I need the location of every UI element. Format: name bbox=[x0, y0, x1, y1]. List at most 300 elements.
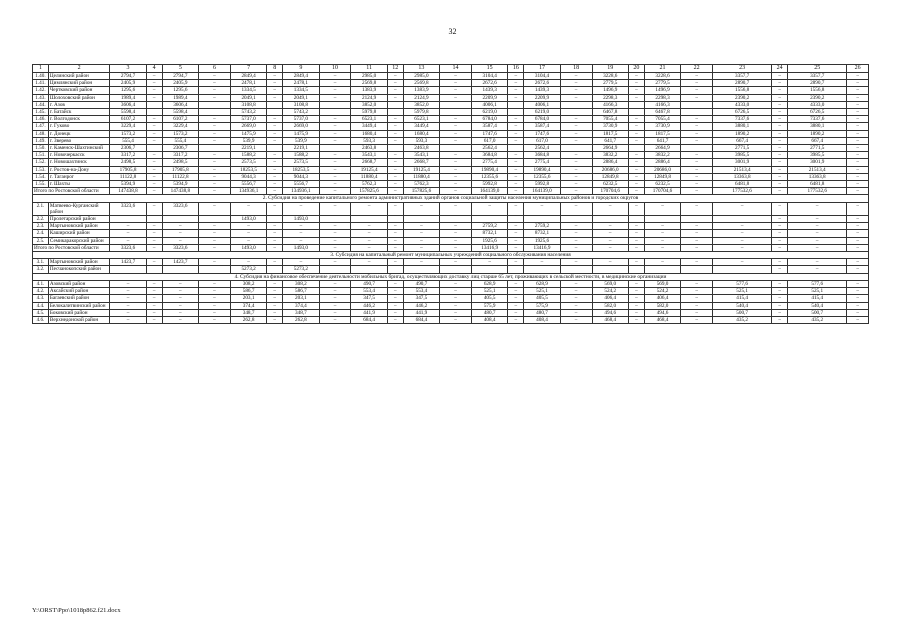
value-cell: – bbox=[387, 202, 403, 215]
territory-name: г. Батайск bbox=[48, 109, 109, 116]
value-cell: – bbox=[319, 309, 351, 316]
total-cell: 13416,9 bbox=[471, 244, 507, 251]
value-cell: – bbox=[772, 94, 788, 101]
value-cell: 2569,8 bbox=[403, 80, 439, 87]
value-cell: 2298,3 bbox=[644, 94, 680, 101]
value-cell: – bbox=[319, 116, 351, 123]
value-cell: – bbox=[267, 123, 283, 130]
total-cell: 164139,0 bbox=[524, 188, 560, 195]
row-number: 4.1. bbox=[33, 280, 49, 287]
value-cell: 408,4 bbox=[524, 316, 560, 323]
total-cell: – bbox=[440, 244, 472, 251]
table-row bbox=[33, 280, 869, 287]
table-row bbox=[33, 116, 869, 123]
value-cell: – bbox=[560, 302, 592, 309]
value-cell: 308,2 bbox=[283, 280, 319, 287]
column-number: 14 bbox=[440, 65, 472, 73]
value-cell: 490,7 bbox=[403, 280, 439, 287]
value-cell: 2849,4 bbox=[283, 73, 319, 80]
value-cell: – bbox=[681, 302, 713, 309]
value-cell: – bbox=[508, 123, 524, 130]
value-cell: – bbox=[146, 123, 162, 130]
value-cell: – bbox=[628, 316, 644, 323]
value-cell: – bbox=[146, 230, 162, 237]
value-cell: 490,7 bbox=[351, 280, 387, 287]
value-cell: – bbox=[110, 309, 146, 316]
value-cell: – bbox=[560, 259, 592, 266]
value-cell: – bbox=[110, 280, 146, 287]
value-cell: 3228,6 bbox=[592, 73, 628, 80]
value-cell: – bbox=[440, 223, 472, 230]
value-cell bbox=[267, 101, 283, 108]
table-row bbox=[33, 109, 869, 116]
total-cell: 134936,1 bbox=[230, 188, 266, 195]
column-number: 15 bbox=[471, 65, 507, 73]
value-cell: 2668,7 bbox=[351, 159, 387, 166]
total-cell: – bbox=[847, 244, 869, 251]
value-cell: 555,4 bbox=[110, 137, 146, 144]
value-cell: – bbox=[403, 237, 439, 244]
value-cell bbox=[471, 266, 507, 273]
value-cell: 2219,1 bbox=[230, 145, 266, 152]
value-cell: – bbox=[628, 130, 644, 137]
value-cell: – bbox=[847, 123, 869, 130]
value-cell: 3228,6 bbox=[644, 73, 680, 80]
value-cell: 6232,5 bbox=[644, 181, 680, 188]
value-cell: – bbox=[440, 173, 472, 180]
value-cell: – bbox=[440, 280, 472, 287]
value-cell: – bbox=[283, 237, 319, 244]
value-cell: 5992,8 bbox=[524, 181, 560, 188]
value-cell: – bbox=[267, 302, 283, 309]
territory-name: г. Донецк bbox=[48, 130, 109, 137]
value-cell: 2771,5 bbox=[788, 145, 847, 152]
value-cell: – bbox=[592, 230, 628, 237]
value-cell bbox=[628, 216, 644, 223]
total-cell: – bbox=[644, 244, 680, 251]
value-cell: – bbox=[199, 166, 231, 173]
value-cell: – bbox=[628, 159, 644, 166]
value-cell: 1573,2 bbox=[162, 130, 198, 137]
value-cell: 12849,8 bbox=[592, 173, 628, 180]
value-cell: 2306,7 bbox=[162, 145, 198, 152]
value-cell: 3606,4 bbox=[110, 101, 146, 108]
value-cell: 4166,3 bbox=[644, 101, 680, 108]
value-cell: 2668,7 bbox=[403, 159, 439, 166]
value-cell: 6107,2 bbox=[110, 116, 146, 123]
value-cell: 1817,5 bbox=[644, 130, 680, 137]
row-number: 1.44. bbox=[33, 101, 49, 108]
value-cell: 2779,5 bbox=[592, 80, 628, 87]
value-cell: 203,1 bbox=[283, 295, 319, 302]
value-cell: 1439,3 bbox=[471, 87, 507, 94]
value-cell: – bbox=[681, 237, 713, 244]
value-cell bbox=[267, 109, 283, 116]
total-cell: 3323,6 bbox=[162, 244, 198, 251]
territory-name: Багаевский район bbox=[48, 295, 109, 302]
value-cell bbox=[592, 216, 628, 223]
value-cell: – bbox=[847, 288, 869, 295]
territory-name: г. Азов bbox=[48, 101, 109, 108]
value-cell: 5979,8 bbox=[403, 109, 439, 116]
value-cell: 641,7 bbox=[592, 137, 628, 144]
value-cell: – bbox=[628, 80, 644, 87]
value-cell bbox=[387, 216, 403, 223]
value-cell: – bbox=[440, 152, 472, 159]
value-cell: – bbox=[387, 130, 403, 137]
value-cell: 3229,4 bbox=[162, 123, 198, 130]
value-cell: 1496,9 bbox=[644, 87, 680, 94]
value-cell: – bbox=[508, 166, 524, 173]
table-row bbox=[33, 259, 869, 266]
value-cell: 1680,4 bbox=[351, 130, 387, 137]
territory-name: Белокалитвинский район bbox=[48, 302, 109, 309]
value-cell: 2669,0 bbox=[283, 123, 319, 130]
value-cell: – bbox=[772, 123, 788, 130]
territory-name: г. Новошахтинск bbox=[48, 159, 109, 166]
value-cell: – bbox=[508, 80, 524, 87]
value-cell: – bbox=[199, 316, 231, 323]
value-cell: – bbox=[681, 295, 713, 302]
value-cell bbox=[560, 216, 592, 223]
table-row bbox=[33, 230, 869, 237]
value-cell bbox=[713, 266, 772, 273]
value-cell: – bbox=[847, 80, 869, 87]
value-cell bbox=[319, 216, 351, 223]
value-cell: 3104,4 bbox=[471, 73, 507, 80]
value-cell: 5762,3 bbox=[351, 181, 387, 188]
value-cell: 21513,4 bbox=[788, 166, 847, 173]
value-cell: – bbox=[681, 166, 713, 173]
row-number: 4.5. bbox=[33, 309, 49, 316]
value-cell bbox=[387, 145, 403, 152]
value-cell: – bbox=[628, 302, 644, 309]
value-cell: 3108,8 bbox=[230, 101, 266, 108]
value-cell: – bbox=[772, 202, 788, 215]
value-cell: – bbox=[560, 181, 592, 188]
column-number: 3 bbox=[110, 65, 146, 73]
value-cell: – bbox=[267, 280, 283, 287]
table-row bbox=[33, 173, 869, 180]
value-cell: – bbox=[199, 237, 231, 244]
value-cell bbox=[628, 109, 644, 116]
value-cell: 5979,8 bbox=[351, 109, 387, 116]
value-cell: – bbox=[162, 280, 198, 287]
value-cell: – bbox=[681, 80, 713, 87]
value-cell: 2759,2 bbox=[471, 223, 507, 230]
value-cell bbox=[110, 266, 146, 273]
value-cell: 3852,0 bbox=[351, 101, 387, 108]
column-number: 23 bbox=[713, 65, 772, 73]
value-cell: – bbox=[847, 87, 869, 94]
value-cell: – bbox=[319, 152, 351, 159]
value-cell: 3832,2 bbox=[644, 152, 680, 159]
value-cell: – bbox=[628, 223, 644, 230]
value-cell: – bbox=[387, 295, 403, 302]
value-cell: – bbox=[440, 202, 472, 215]
value-cell: – bbox=[387, 237, 403, 244]
value-cell: – bbox=[199, 309, 231, 316]
value-cell bbox=[440, 101, 472, 108]
total-cell: – bbox=[628, 244, 644, 251]
value-cell: – bbox=[713, 202, 772, 215]
value-cell: – bbox=[681, 137, 713, 144]
value-cell: 6481,8 bbox=[788, 181, 847, 188]
column-number: 22 bbox=[681, 65, 713, 73]
column-number: 6 bbox=[199, 65, 231, 73]
value-cell: 575,9 bbox=[524, 302, 560, 309]
value-cell: 2478,1 bbox=[283, 80, 319, 87]
row-number: 2.3. bbox=[33, 223, 49, 230]
total-cell: 177532,6 bbox=[713, 188, 772, 195]
value-cell: 6784,0 bbox=[524, 116, 560, 123]
value-cell: 553,4 bbox=[403, 288, 439, 295]
total-cell: 157825,6 bbox=[403, 188, 439, 195]
value-cell: – bbox=[681, 87, 713, 94]
value-cell: 1556,8 bbox=[788, 87, 847, 94]
value-cell: 3606,4 bbox=[162, 101, 198, 108]
value-cell: – bbox=[847, 159, 869, 166]
value-cell: – bbox=[524, 202, 560, 215]
value-cell: 2405,9 bbox=[162, 80, 198, 87]
value-cell: 2562,4 bbox=[471, 145, 507, 152]
value-cell: – bbox=[788, 216, 847, 223]
total-cell: – bbox=[508, 188, 524, 195]
total-cell: – bbox=[387, 244, 403, 251]
value-cell: 2794,7 bbox=[110, 73, 146, 80]
value-cell bbox=[644, 216, 680, 223]
value-cell: – bbox=[560, 166, 592, 173]
value-cell: 3357,7 bbox=[788, 73, 847, 80]
value-cell: – bbox=[847, 309, 869, 316]
value-cell: – bbox=[847, 259, 869, 266]
value-cell: – bbox=[387, 137, 403, 144]
total-cell: – bbox=[681, 244, 713, 251]
value-cell: 569,0 bbox=[644, 280, 680, 287]
value-cell: 5598,4 bbox=[162, 109, 198, 116]
total-cell: – bbox=[319, 188, 351, 195]
value-cell: 1383,9 bbox=[403, 87, 439, 94]
value-cell: – bbox=[440, 309, 472, 316]
value-cell: – bbox=[199, 223, 231, 230]
territory-name: Песчанокопский район bbox=[48, 266, 109, 273]
value-cell: – bbox=[440, 73, 472, 80]
total-row bbox=[33, 188, 869, 195]
value-cell: – bbox=[199, 202, 231, 215]
total-cell: – bbox=[199, 244, 231, 251]
value-cell: 2463,8 bbox=[403, 145, 439, 152]
value-cell: – bbox=[772, 87, 788, 94]
value-cell: – bbox=[146, 94, 162, 101]
value-cell: 1423,7 bbox=[110, 259, 146, 266]
total-cell: 134936,1 bbox=[283, 188, 319, 195]
value-cell: – bbox=[199, 94, 231, 101]
value-cell: 3449,4 bbox=[351, 123, 387, 130]
value-cell: 1989,4 bbox=[162, 94, 198, 101]
value-cell: 6107,2 bbox=[162, 116, 198, 123]
table-row bbox=[33, 288, 869, 295]
value-cell: – bbox=[162, 223, 198, 230]
value-cell bbox=[267, 266, 283, 273]
value-cell bbox=[351, 216, 387, 223]
value-cell: – bbox=[110, 237, 146, 244]
value-cell: – bbox=[267, 173, 283, 180]
value-cell bbox=[471, 216, 507, 223]
value-cell: – bbox=[440, 130, 472, 137]
value-cell: – bbox=[146, 116, 162, 123]
value-cell: – bbox=[319, 259, 351, 266]
value-cell: – bbox=[772, 130, 788, 137]
value-cell: – bbox=[508, 280, 524, 287]
value-cell: – bbox=[146, 223, 162, 230]
value-cell: 5737,0 bbox=[283, 116, 319, 123]
value-cell: 18253,5 bbox=[230, 166, 266, 173]
value-cell: 2985,0 bbox=[351, 73, 387, 80]
total-cell: – bbox=[267, 244, 283, 251]
value-cell: 6232,5 bbox=[592, 181, 628, 188]
value-cell: – bbox=[681, 309, 713, 316]
value-cell: – bbox=[847, 173, 869, 180]
value-cell: 374,4 bbox=[283, 302, 319, 309]
value-cell: – bbox=[508, 237, 524, 244]
value-cell: 2573,5 bbox=[230, 159, 266, 166]
value-cell: – bbox=[267, 309, 283, 316]
value-cell: 406,4 bbox=[644, 295, 680, 302]
value-cell: – bbox=[560, 173, 592, 180]
value-cell: – bbox=[110, 295, 146, 302]
value-cell: – bbox=[283, 202, 319, 215]
value-cell: – bbox=[508, 94, 524, 101]
value-cell: – bbox=[560, 288, 592, 295]
value-cell: – bbox=[560, 295, 592, 302]
value-cell: 540,4 bbox=[713, 302, 772, 309]
value-cell: 21513,4 bbox=[713, 166, 772, 173]
value-cell: 1556,8 bbox=[713, 87, 772, 94]
value-cell: 19125,4 bbox=[403, 166, 439, 173]
value-cell: 262,8 bbox=[230, 316, 266, 323]
total-cell: – bbox=[681, 188, 713, 195]
value-cell: 1573,2 bbox=[110, 130, 146, 137]
value-cell: – bbox=[628, 173, 644, 180]
value-cell: 582,0 bbox=[644, 302, 680, 309]
value-cell: – bbox=[403, 230, 439, 237]
value-cell: 1493,0 bbox=[230, 216, 266, 223]
value-cell: – bbox=[387, 152, 403, 159]
value-cell: 13363,8 bbox=[713, 173, 772, 180]
row-number: 1.53. bbox=[33, 166, 49, 173]
value-cell: 18253,5 bbox=[283, 166, 319, 173]
value-cell: – bbox=[162, 295, 198, 302]
total-cell: – bbox=[146, 188, 162, 195]
value-cell: – bbox=[319, 73, 351, 80]
total-cell: – bbox=[199, 188, 231, 195]
territory-name: г. Гуково bbox=[48, 123, 109, 130]
value-cell: – bbox=[199, 123, 231, 130]
value-cell bbox=[508, 101, 524, 108]
value-cell: 641,7 bbox=[644, 137, 680, 144]
territory-name: г. Таганрог bbox=[48, 173, 109, 180]
value-cell: 405,5 bbox=[524, 295, 560, 302]
value-cell: 406,4 bbox=[592, 295, 628, 302]
total-cell: – bbox=[592, 244, 628, 251]
value-cell: 19890,4 bbox=[524, 166, 560, 173]
value-cell: 617,0 bbox=[524, 137, 560, 144]
value-cell: – bbox=[319, 295, 351, 302]
value-cell: 468,4 bbox=[592, 316, 628, 323]
value-cell: – bbox=[146, 152, 162, 159]
column-number: 16 bbox=[508, 65, 524, 73]
value-cell: – bbox=[681, 159, 713, 166]
column-number: 9 bbox=[283, 65, 319, 73]
value-cell bbox=[681, 109, 713, 116]
value-cell: – bbox=[319, 223, 351, 230]
value-cell: 3449,4 bbox=[403, 123, 439, 130]
value-cell bbox=[199, 216, 231, 223]
value-cell: 2049,1 bbox=[283, 94, 319, 101]
value-cell: – bbox=[319, 302, 351, 309]
value-cell: – bbox=[508, 309, 524, 316]
value-cell: 2775,4 bbox=[524, 159, 560, 166]
value-cell: 374,4 bbox=[230, 302, 266, 309]
value-cell: 6481,8 bbox=[713, 181, 772, 188]
value-cell: 1817,5 bbox=[592, 130, 628, 137]
value-cell: – bbox=[772, 309, 788, 316]
value-cell: 3832,2 bbox=[592, 152, 628, 159]
value-cell: – bbox=[440, 316, 472, 323]
section-heading: 4. Субсидия на финансовое обеспечение деятельности мобильных бригад, осуществляющих доставку лиц старше 65 лет, проживающих в сельской местности, в медицинские организации bbox=[33, 273, 869, 280]
value-cell: – bbox=[847, 302, 869, 309]
territory-name: Мартыновский район bbox=[48, 259, 109, 266]
value-cell: 2298,3 bbox=[592, 94, 628, 101]
value-cell: – bbox=[267, 223, 283, 230]
value-cell bbox=[560, 145, 592, 152]
section-heading-row bbox=[33, 195, 869, 202]
territory-name: Боковский район bbox=[48, 309, 109, 316]
value-cell: – bbox=[847, 101, 869, 108]
value-cell: – bbox=[847, 94, 869, 101]
value-cell: 6523,1 bbox=[351, 116, 387, 123]
value-cell: – bbox=[440, 237, 472, 244]
row-number: 4.2. bbox=[33, 288, 49, 295]
value-cell: – bbox=[508, 173, 524, 180]
value-cell bbox=[110, 216, 146, 223]
value-cell: – bbox=[847, 316, 869, 323]
value-cell: – bbox=[319, 316, 351, 323]
value-cell: 4333,0 bbox=[788, 101, 847, 108]
value-cell: – bbox=[560, 223, 592, 230]
value-cell: 3001,9 bbox=[713, 159, 772, 166]
value-cell: 1925,6 bbox=[471, 237, 507, 244]
value-cell: – bbox=[267, 73, 283, 80]
value-cell bbox=[628, 145, 644, 152]
column-number: 10 bbox=[319, 65, 351, 73]
value-cell: – bbox=[387, 116, 403, 123]
value-cell: 19890,4 bbox=[471, 166, 507, 173]
value-cell: – bbox=[508, 259, 524, 266]
value-cell: – bbox=[772, 166, 788, 173]
value-cell: – bbox=[267, 80, 283, 87]
value-cell: 569,0 bbox=[592, 280, 628, 287]
value-cell bbox=[387, 109, 403, 116]
value-cell: – bbox=[508, 137, 524, 144]
value-cell: 593,3 bbox=[351, 137, 387, 144]
value-cell: 11880,4 bbox=[351, 173, 387, 180]
value-cell: 8732,1 bbox=[524, 230, 560, 237]
column-number: 25 bbox=[788, 65, 847, 73]
territory-name: Мартыновский район bbox=[48, 223, 109, 230]
value-cell bbox=[146, 216, 162, 223]
table-row bbox=[33, 295, 869, 302]
